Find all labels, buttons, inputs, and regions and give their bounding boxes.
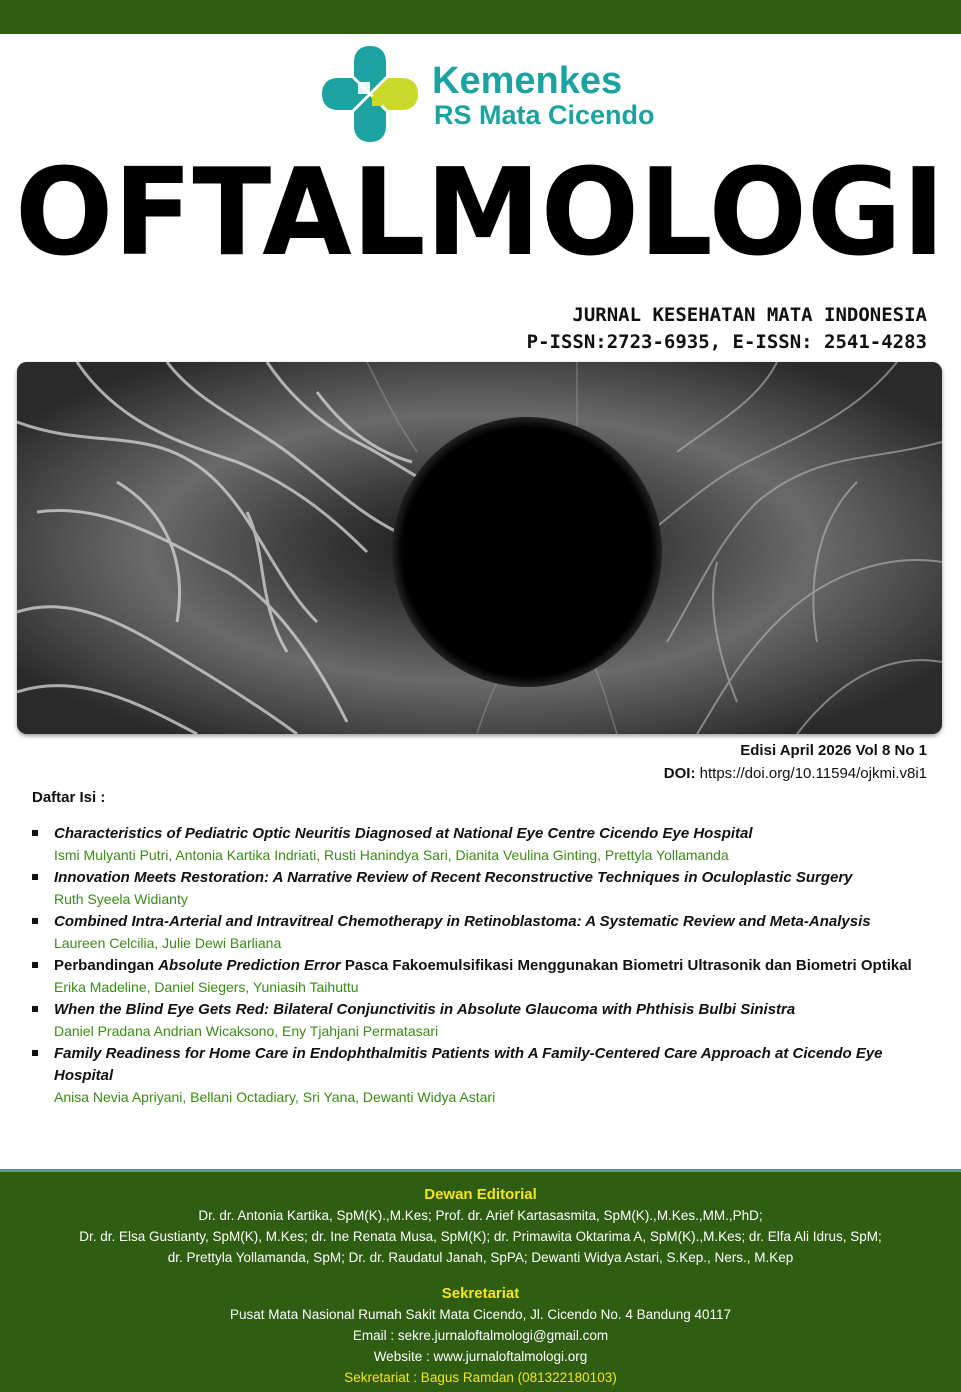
bullet-icon [32,1050,38,1056]
editorial-line: Dr. dr. Elsa Gustianty, SpM(K), M.Kes; dr. Ine Renata Musa, SpM(K); dr. Primawita Oktarima A, SpM(K).,M.Kes; dr. Elfa Ali Idrus, SpM; [79,1229,882,1244]
article-authors: Ruth Syeela Widianty [54,891,188,907]
editorial-heading: Dewan Editorial [424,1186,537,1203]
article-title: Innovation Meets Restoration: A Narrative Review of Recent Reconstructive Techniques in Oculoplastic Surgery [54,869,853,886]
logo-title: Kemenkes [432,60,623,102]
cover-iris-image [17,362,942,734]
bullet-icon [32,918,38,924]
secretariat-website[interactable]: Website : www.jurnaloftalmologi.org [373,1349,588,1364]
iris-illustration [17,362,942,734]
toc-item[interactable] [32,1043,927,1107]
article-authors: Anisa Nevia Apriyani, Bellani Octadiary, Sri Yana, Dewanti Widya Astari [54,1089,496,1105]
secretariat-address: Pusat Mata Nasional Rumah Sakit Mata Cicendo, Jl. Cicendo No. 4 Bandung 40117 [229,1307,732,1322]
kemenkes-logo-mark-icon [318,42,422,146]
toc-item[interactable] [32,955,927,997]
bullet-icon [32,830,38,836]
kemenkes-logo [318,42,678,146]
article-title: Combined Intra-Arterial and Intravitreal Chemotherapy in Retinoblastoma: A Systematic Review and Meta-Analysis [54,913,871,930]
top-green-band [0,0,961,34]
edition-label: Edisi April 2026 Vol 8 No 1 [740,742,927,759]
bullet-icon [32,1006,38,1012]
article-title-start: Perbandingan [54,957,155,974]
doi-line [664,765,927,782]
masthead [0,150,961,270]
article-title [54,955,927,977]
secretariat-contact: Sekretariat : Bagus Ramdan (081322180103) [344,1370,617,1385]
logo-subtitle: RS Mata Cicendo [434,100,655,130]
article-title-italic: Absolute Prediction Error [158,957,341,974]
toc-item[interactable] [32,911,927,953]
issn-line: P-ISSN:2723-6935, E-ISSN: 2541-4283 [526,331,927,353]
toc-item[interactable] [32,823,927,865]
bullet-icon [32,962,38,968]
secretariat-email[interactable]: Email : sekre.jurnaloftalmologi@gmail.com [352,1328,609,1343]
article-title: Family Readiness for Home Care in Endophthalmitis Patients with A Family-Centered Care Approach at Cicendo Eye Hospital [54,1045,883,1084]
article-authors: Ismi Mulyanti Putri, Antonia Kartika Indriati, Rusti Hanindya Sari, Dianita Veulina Ginting, Prettyla Yollamanda [54,847,729,863]
editorial-line: dr. Prettyla Yollamanda, SpM; Dr. dr. Raudatul Janah, SpPA; Dewanti Widya Astari, S.Kep., Ners., M.Kep [167,1250,794,1265]
doi-label: DOI: [663,765,696,782]
footer-panel [0,1172,961,1392]
toc-item[interactable] [32,999,927,1041]
journal-subtitle [527,302,927,356]
toc-heading: Daftar Isi : [32,789,106,806]
toc-item[interactable] [32,867,927,909]
article-title: When the Blind Eye Gets Red: Bilateral Conjunctivitis in Absolute Glaucoma with Phthisis Bulbi Sinistra [54,1001,796,1018]
journal-title: OFTALMOLOGI [15,150,945,270]
article-title: Characteristics of Pediatric Optic Neuritis Diagnosed at National Eye Centre Cicendo Eye Hospital [54,825,753,842]
doi-link[interactable]: https://doi.org/10.11594/ojkmi.v8i1 [699,765,927,782]
article-authors: Erika Madeline, Daniel Siegers, Yuniasih Taihuttu [54,979,359,995]
article-authors: Daniel Pradana Andrian Wicaksono, Eny Tjahjani Permatasari [54,1023,439,1039]
secretariat-heading: Sekretariat [441,1285,520,1302]
editorial-line: Dr. dr. Antonia Kartika, SpM(K).,M.Kes; Prof. dr. Arief Kartasasmita, SpM(K).,M.Kes.,MM.,PhD; [198,1208,763,1223]
journal-full-name: JURNAL KESEHATAN MATA INDONESIA [572,304,927,326]
top-band-divider [0,34,961,37]
bullet-icon [32,874,38,880]
toc-list [32,823,927,1109]
article-authors: Laureen Celcilia, Julie Dewi Barliana [54,935,282,951]
article-title-end: Pasca Fakoemulsifikasi Menggunakan Biometri Ultrasonik dan Biometri Optikal [344,957,912,974]
